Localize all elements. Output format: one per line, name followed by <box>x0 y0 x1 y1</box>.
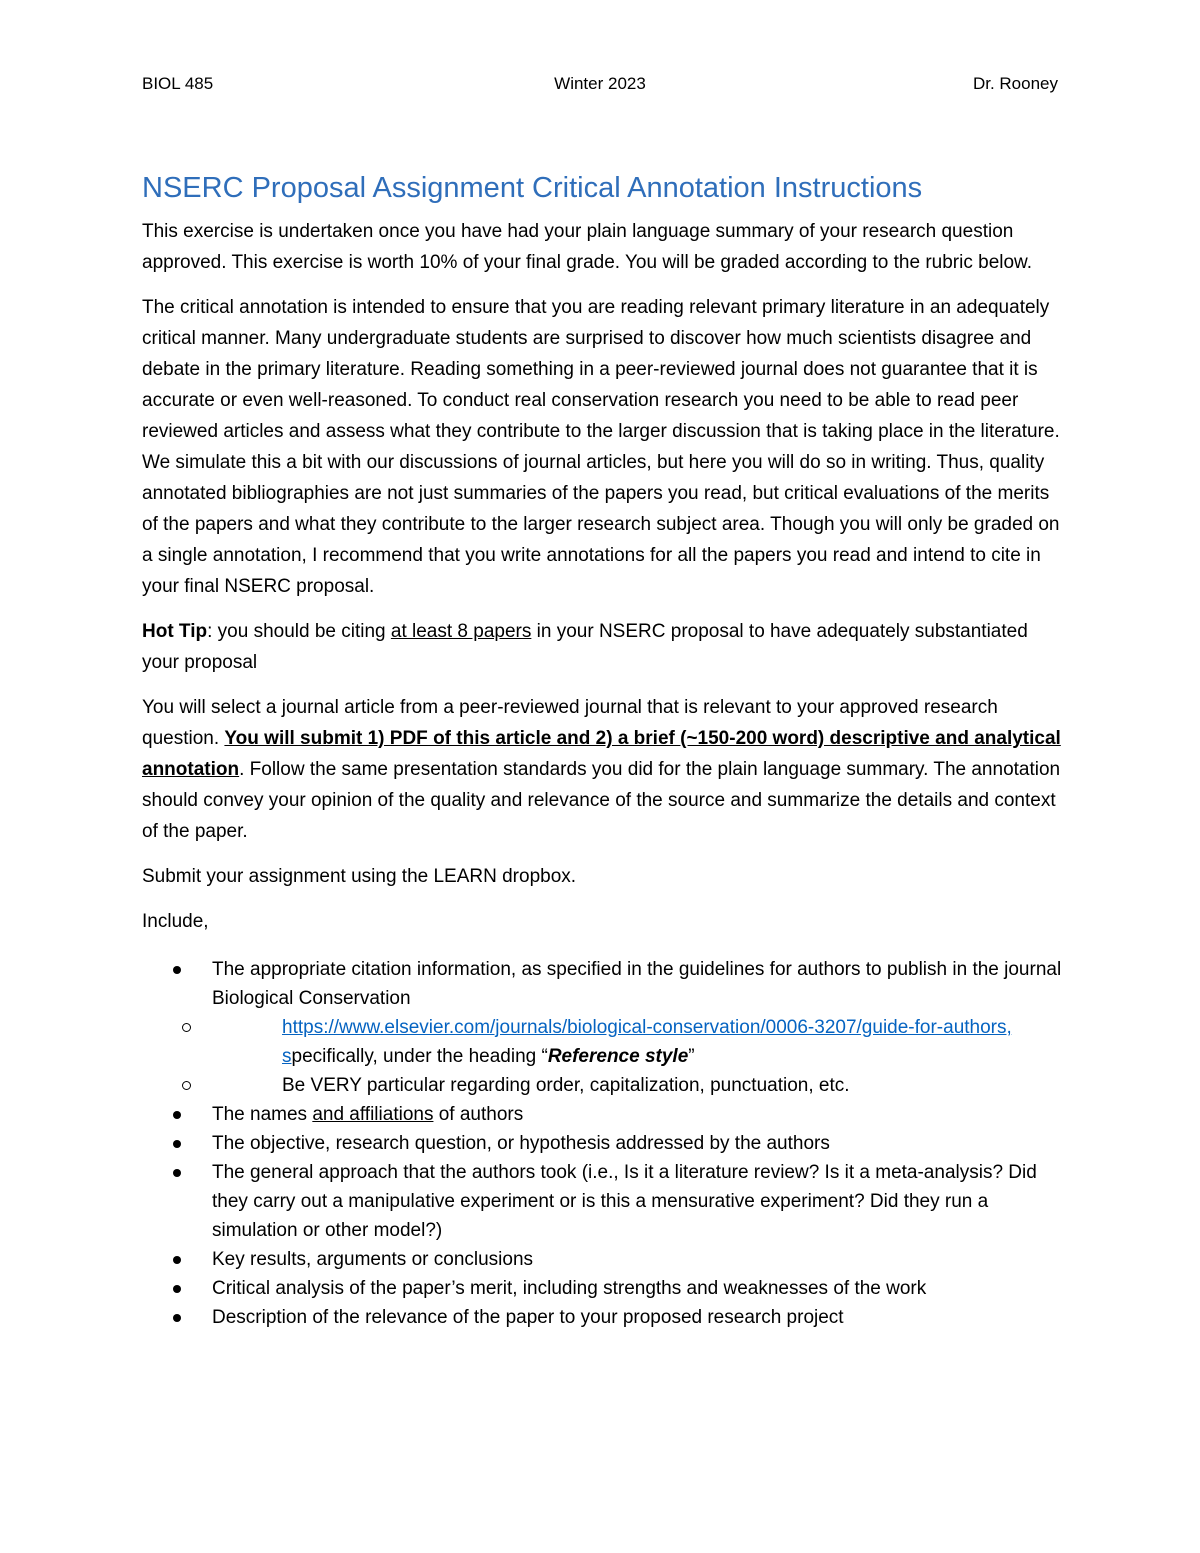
names-emphasis: and affiliations <box>312 1104 434 1125</box>
approach-item: The general approach that the authors took (i.e., Is it a literature review? Is it a meta-analysis? Did they carry out a manipulative experiment or is this a mensurative experiment? Did they run a simulation or other model?) <box>212 1162 1037 1241</box>
header-term: Winter 2023 <box>554 74 646 93</box>
guide-for-authors-link[interactable]: https://www.elsevier.com/journals/biological-conservation/0006-3207/guide-for-authors, s <box>282 1017 1012 1067</box>
purpose-paragraph: The critical annotation is intended to ensure that you are reading relevant primary literature in an adequately critical manner. Many undergraduate students are surprised to discover how much scientists disagree and debate in the primary literature. Reading something in a peer-reviewed journal does not guarantee that it is accurate or even well-reasoned. To conduct real conservation research you need to be able to read peer reviewed articles and assess what they contribute to the larger discussion that is taking place in the literature. We simulate this a bit with our discussions of journal articles, but here you will do so in writing. Thus, quality annotated bibliographies are not just summaries of the papers you read, but critical evaluations of the merits of the papers and what they contribute to the larger research subject area. Though you will only be graded on a single annotation, I recommend that you write annotations for all the papers you read and intend to cite in your final NSERC proposal. <box>142 297 1060 597</box>
hot-tip-label: Hot Tip <box>142 621 208 642</box>
bullet-icon <box>173 1285 181 1293</box>
list-item <box>142 1274 1062 1303</box>
include-label: Include, <box>142 911 209 932</box>
selection-pre: You will select a journal article from a peer-reviewed journal that is relevant to your approved research question. <box>142 697 998 749</box>
circle-bullet-icon <box>182 1081 191 1090</box>
intro-paragraph: This exercise is undertaken once you have had your plain language summary of your research question approved. This exercise is worth 10% of your final grade. You will be graded according to the rubric below. <box>142 221 1032 273</box>
reference-style-emphasis: Reference style <box>547 1046 689 1067</box>
submit-paragraph: Submit your assignment using the LEARN dropbox. <box>142 866 577 887</box>
header-instructor: Dr. Rooney <box>972 74 1058 93</box>
document-body <box>142 168 1062 1332</box>
bullet-icon <box>173 1111 181 1119</box>
selection-post: . Follow the same presentation standards you did for the plain language summary. The annotation should convey your opinion of the quality and relevance of the source and summarize the details and context of the paper. <box>142 759 1061 842</box>
bullet-icon <box>173 1140 181 1148</box>
hot-tip-paragraph <box>142 616 1062 678</box>
include-list <box>142 955 1062 1332</box>
selection-emphasis: You will submit 1) PDF of this article and 2) a brief (~150-200 word) descriptive and analytical annotation <box>142 728 1061 780</box>
quote-open: “ <box>541 1046 548 1067</box>
citation-item-text: The appropriate citation information, as specified in the guidelines for authors to publish in the journal Biological Conservation <box>212 959 1062 1009</box>
objective-item: The objective, research question, or hypothesis addressed by the authors <box>212 1133 830 1154</box>
list-item <box>142 1129 1062 1158</box>
list-item <box>212 1071 1062 1100</box>
hot-tip-sep: : you should be citing <box>207 621 391 642</box>
page-title: NSERC Proposal Assignment Critical Annotation Instructions <box>142 172 923 204</box>
list-item <box>142 1158 1062 1245</box>
hot-tip-emphasis: at least 8 papers <box>390 621 532 642</box>
list-item <box>142 955 1062 1100</box>
hot-tip-rest: in your NSERC proposal to have adequately substantiated your proposal <box>142 621 1028 673</box>
names-pre: The names <box>212 1104 313 1125</box>
quote-close: ” <box>688 1046 695 1067</box>
citation-sub-rest: pecifically, under the heading <box>291 1046 542 1067</box>
selection-paragraph <box>142 692 1062 847</box>
header-course: BIOL 485 <box>142 74 214 93</box>
bullet-icon <box>173 1314 181 1322</box>
list-item <box>212 1013 1062 1071</box>
results-item: Key results, arguments or conclusions <box>212 1249 534 1270</box>
particular-note: Be VERY particular regarding order, capitalization, punctuation, etc. <box>282 1075 850 1096</box>
list-item <box>142 1245 1062 1274</box>
critical-analysis-item: Critical analysis of the paper’s merit, including strengths and weaknesses of the work <box>212 1278 927 1299</box>
citation-sublist <box>212 1013 1062 1100</box>
page-header <box>142 74 1058 98</box>
list-item <box>142 1303 1062 1332</box>
relevance-item: Description of the relevance of the paper to your proposed research project <box>212 1307 844 1328</box>
bullet-icon <box>173 966 181 974</box>
names-post: of authors <box>433 1104 524 1125</box>
list-item <box>142 1100 1062 1129</box>
circle-bullet-icon <box>182 1023 191 1032</box>
bullet-icon <box>173 1169 181 1177</box>
bullet-icon <box>173 1256 181 1264</box>
